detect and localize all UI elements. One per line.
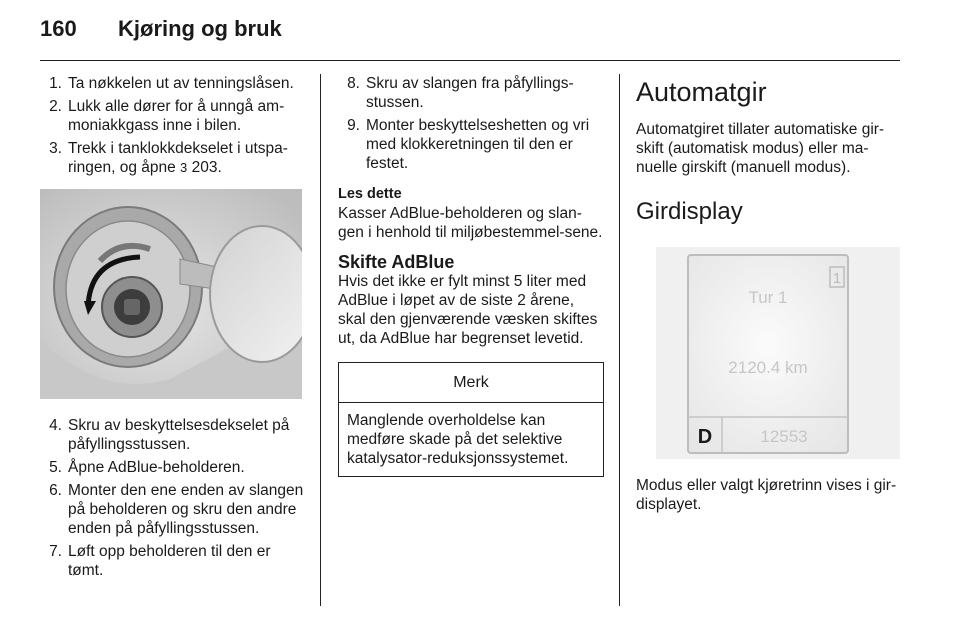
column-divider: [619, 74, 620, 606]
step-text: Skru av beskyttelsesdekselet på påfyllingsstussen.: [68, 417, 290, 453]
note-heading: Les dette: [338, 186, 402, 202]
page-number: 160: [40, 16, 77, 41]
column-1: [40, 74, 306, 584]
gear-indicator-label: 1: [832, 270, 842, 287]
section-text: Automatgiret tillater automatiske gir-skift (automatisk modus) eller ma-nuelle girskift (manuell modus).: [636, 121, 885, 176]
step-number: 6.: [49, 482, 62, 499]
section-text: Modus eller valgt kjøretrinn vises i gir-displayet.: [636, 477, 897, 513]
step-number: 1.: [49, 75, 62, 92]
step-text: [68, 139, 306, 177]
fuel-filler-photo: [40, 189, 302, 399]
note-box: [338, 362, 604, 477]
odometer-value: 12553: [760, 427, 808, 446]
list-item: [40, 139, 306, 177]
note-text: Kasser AdBlue-beholderen og slan-gen i henhold til miljøbestemmel-sene.: [338, 205, 603, 241]
step-number: 7.: [49, 543, 62, 560]
step-number: 2.: [49, 98, 62, 115]
list-item: [40, 97, 306, 135]
list-item: [338, 116, 604, 173]
list-item: [338, 74, 604, 112]
step-number: 9.: [347, 117, 360, 134]
step-number: 4.: [49, 417, 62, 434]
step-text: Skru av slangen fra påfyllings-stussen.: [366, 75, 574, 111]
step-list: [40, 416, 306, 580]
page-header: [40, 16, 282, 48]
column-3: [636, 74, 906, 514]
list-item: [40, 542, 306, 580]
gear-value: D: [697, 426, 713, 448]
page-reference-arrow-icon[interactable]: 3: [180, 160, 188, 175]
trip-label: Tur 1: [748, 288, 788, 307]
step-list: [338, 74, 604, 173]
note-box-title: Merk: [339, 363, 603, 403]
step-number: 8.: [347, 75, 360, 92]
section-heading: Automatgir: [636, 77, 767, 107]
distance-value: 2120.4 km: [728, 358, 808, 377]
list-item: [40, 416, 306, 454]
step-number: 3.: [49, 140, 62, 157]
step-number: 5.: [49, 459, 62, 476]
step-text: Monter den ene enden av slangen på beholderen og skru den andre enden på påfyllingsstussen.: [68, 482, 304, 537]
step-text: Lukk alle dører for å unngå am-moniakkgass inne i bilen.: [68, 98, 285, 134]
page-title: Kjøring og bruk: [118, 16, 282, 41]
step-list: [40, 74, 306, 177]
column-divider: [320, 74, 321, 606]
section-heading: Girdisplay: [636, 198, 743, 225]
list-item: [40, 481, 306, 538]
section-text: Hvis det ikke er fylt minst 5 liter med AdBlue i løpet av de siste 2 årene, skal den gjenværende væsken skiftes ut, da AdBlue har begrenset levetid.: [338, 273, 598, 347]
step-text: Åpne AdBlue-beholderen.: [68, 459, 245, 476]
list-item: [40, 458, 306, 477]
step-text: Monter beskyttelseshetten og vri med klokkeretningen til den er festet.: [366, 117, 590, 172]
step-text-part: Trekk i tanklokkdekselet i utspa-ringen, og åpne: [68, 140, 288, 176]
step-text: Løft opp beholderen til den er tømt.: [68, 543, 271, 579]
step-text: Ta nøkkelen ut av tenningslåsen.: [68, 75, 294, 92]
column-2: [338, 74, 604, 477]
header-divider: [40, 60, 900, 61]
note-box-text: Manglende overholdelse kan medføre skade på det selektive katalysator-reduksjonssystemet.: [347, 412, 569, 467]
gear-display-image: [656, 247, 900, 459]
list-item: [40, 74, 306, 93]
page-reference-link[interactable]: 203.: [187, 159, 222, 176]
section-heading: Skifte AdBlue: [338, 252, 455, 272]
